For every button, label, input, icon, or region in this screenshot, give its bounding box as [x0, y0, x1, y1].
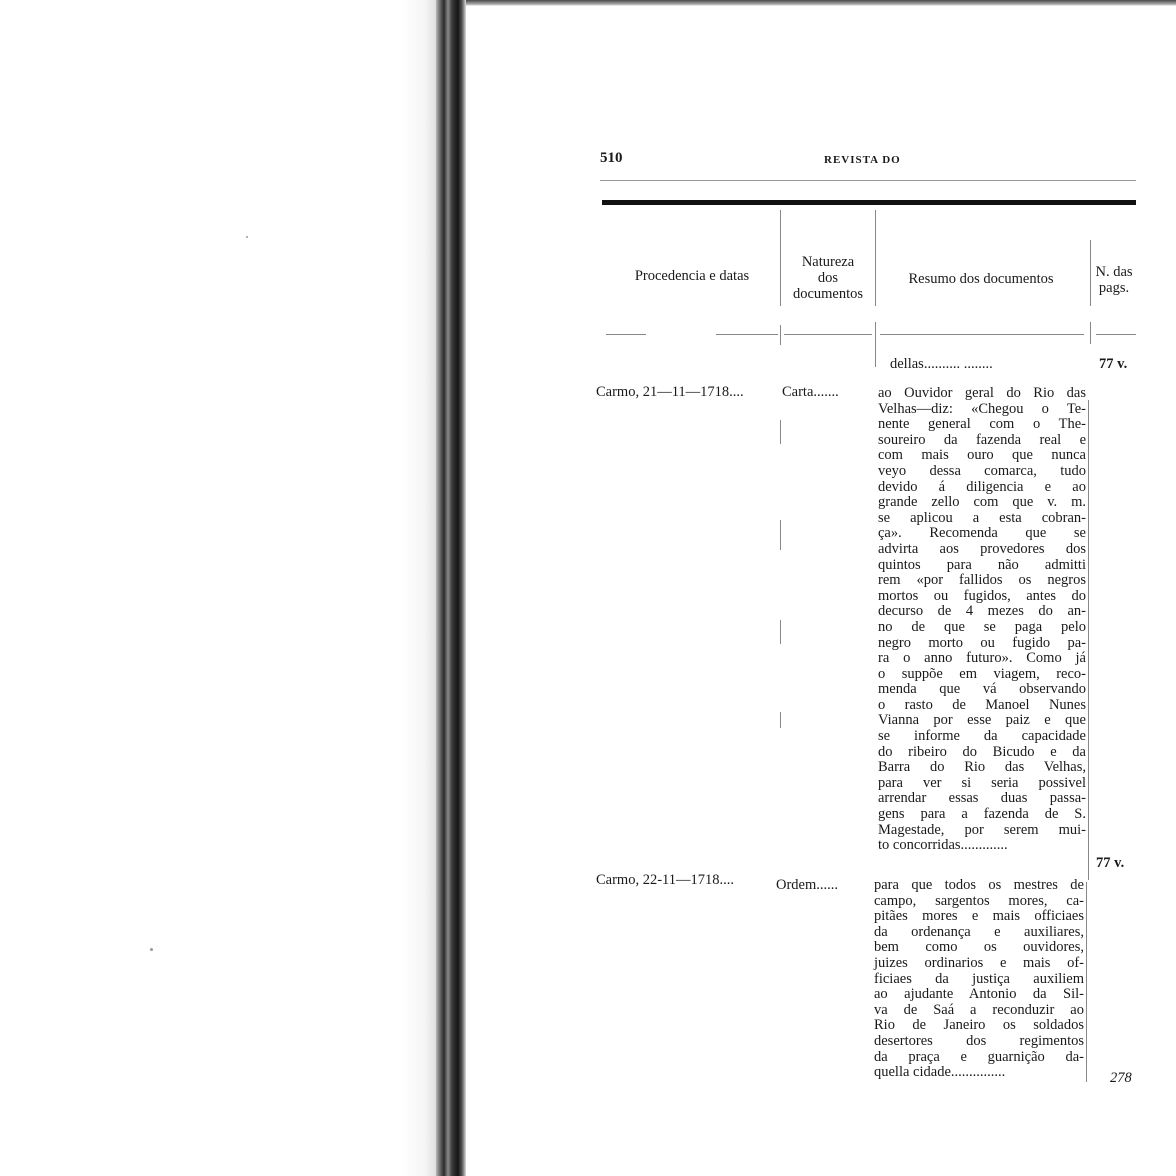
- column-divider: [780, 620, 781, 644]
- summary-line: juizes ordinarios e mais of-: [874, 954, 1084, 971]
- summary-line: se informe da capacidade: [878, 728, 1086, 745]
- summary-line: da praça e guarnição da-: [874, 1048, 1084, 1065]
- summary-line: se aplicou a esta cobran-: [878, 509, 1086, 526]
- header-separator: [880, 334, 1084, 335]
- column-divider: [875, 322, 876, 367]
- entry-origin-date: Carmo, 22-11—1718....: [596, 872, 735, 888]
- header-separator: [606, 334, 646, 335]
- column-header-line: dos: [817, 270, 839, 286]
- column-divider: [780, 712, 781, 728]
- entry-nature: Carta.......: [782, 384, 839, 400]
- summary-line: rem «por fallidos os negros: [878, 572, 1086, 589]
- entry-pages: 77 v.: [1096, 855, 1125, 871]
- summary-line: menda que vá observando: [878, 681, 1086, 698]
- column-divider: [875, 210, 876, 306]
- column-divider: [780, 210, 781, 306]
- column-divider: [780, 420, 781, 444]
- entry-summary: [874, 878, 1084, 1081]
- column-header-paginas: [1086, 264, 1142, 296]
- summary-line: do ribeiro do Bicudo e da: [878, 743, 1086, 760]
- summary-line: com mais ouro que nunca: [878, 447, 1086, 464]
- continuation-text: dellas.......... ........: [890, 356, 993, 372]
- summary-line: Vianna por esse paiz e que: [878, 712, 1086, 729]
- summary-line: ficiaes da justiça auxiliem: [874, 970, 1084, 987]
- gutter-shadow: [400, 0, 436, 1176]
- page-top-edge: [466, 0, 1176, 6]
- summary-line: no de que se paga pelo: [878, 618, 1086, 635]
- column-header-resumo: Resumo dos documentos: [908, 271, 1054, 287]
- page-number: 510: [600, 150, 623, 166]
- paper-speck: [246, 236, 248, 238]
- entry-pages: 278: [1110, 1070, 1132, 1086]
- column-divider: [780, 520, 781, 550]
- summary-line: Velhas—diz: «Chegou o Te-: [878, 400, 1086, 417]
- summary-line: para que todos os mestres de: [874, 877, 1084, 893]
- summary-line: bem como os ouvidores,: [874, 939, 1084, 956]
- column-divider: [1090, 240, 1091, 306]
- summary-line: quintos para não admitti: [878, 556, 1086, 573]
- summary-line: campo, sargentos mores, ca-: [874, 892, 1084, 909]
- summary-line: Barra do Rio das Velhas,: [878, 759, 1086, 776]
- summary-line: ra o anno futuro». Como já: [878, 650, 1086, 667]
- column-divider: [780, 325, 781, 345]
- paper-speck: [150, 948, 153, 951]
- summary-line: mortos ou fugidos, antes do: [878, 587, 1086, 604]
- header-separator: [1096, 334, 1136, 335]
- summary-line: advirta aos provedores dos: [878, 540, 1086, 557]
- summary-line: nente general com o The-: [878, 416, 1086, 433]
- summary-line: ao Ouvidor geral do Rio das: [878, 385, 1086, 401]
- column-header-procedencia: Procedencia e datas: [634, 268, 750, 284]
- book-page: [466, 0, 1176, 1176]
- header-thin-rule: [600, 180, 1136, 181]
- summary-line: devido á diligencia e ao: [878, 478, 1086, 495]
- entry-origin-date: Carmo, 21—11—1718....: [596, 384, 744, 400]
- summary-line: Magestade, por serem mui-: [878, 821, 1086, 838]
- book-spine: [436, 0, 466, 1176]
- summary-line: quella cidade...............: [874, 1064, 1006, 1081]
- summary-line: grande zello com que v. m.: [878, 494, 1086, 511]
- summary-line: desertores dos regimentos: [874, 1032, 1084, 1049]
- running-title: REVISTA DO: [824, 154, 901, 166]
- header-thick-rule: [602, 200, 1136, 205]
- summary-line: da ordenança e auxiliares,: [874, 923, 1084, 940]
- header-separator: [716, 334, 778, 335]
- column-header-natureza: [780, 254, 876, 302]
- summary-line: gens para a fazenda de S.: [878, 806, 1086, 823]
- summary-line: ça». Recomenda que se: [878, 525, 1086, 542]
- column-header-line: N. das: [1095, 264, 1133, 280]
- entry-nature: Ordem......: [776, 877, 839, 893]
- entry-summary: [878, 386, 1086, 854]
- column-header-line: pags.: [1098, 280, 1130, 296]
- summary-line: para ver si seria possivel: [878, 774, 1086, 791]
- summary-line: soureiro da fazenda real e: [878, 431, 1086, 448]
- column-header-line: Natureza: [801, 254, 855, 270]
- column-divider: [1088, 400, 1089, 880]
- column-header-line: documentos: [792, 286, 864, 302]
- summary-line: o rasto de Manoel Nunes: [878, 696, 1086, 713]
- header-separator: [784, 334, 872, 335]
- summary-line: arrendar essas duas passa-: [878, 790, 1086, 807]
- column-divider: [1090, 322, 1091, 344]
- summary-line: Rio de Janeiro os soldados: [874, 1017, 1084, 1034]
- summary-line: veyo dessa comarca, tudo: [878, 462, 1086, 479]
- summary-line: to concorridas.............: [878, 837, 1008, 854]
- summary-line: negro morto ou fugido pa-: [878, 634, 1086, 651]
- summary-line: decurso de 4 mezes do an-: [878, 603, 1086, 620]
- summary-line: pitães mores e mais officiaes: [874, 908, 1084, 925]
- continuation-pages: 77 v.: [1099, 356, 1128, 372]
- summary-line: ao ajudante Antonio da Sil-: [874, 986, 1084, 1003]
- summary-line: o suppõe em viagem, reco-: [878, 665, 1086, 682]
- column-divider: [1086, 882, 1087, 1082]
- summary-line: va de Saá a reconduzir ao: [874, 1001, 1084, 1018]
